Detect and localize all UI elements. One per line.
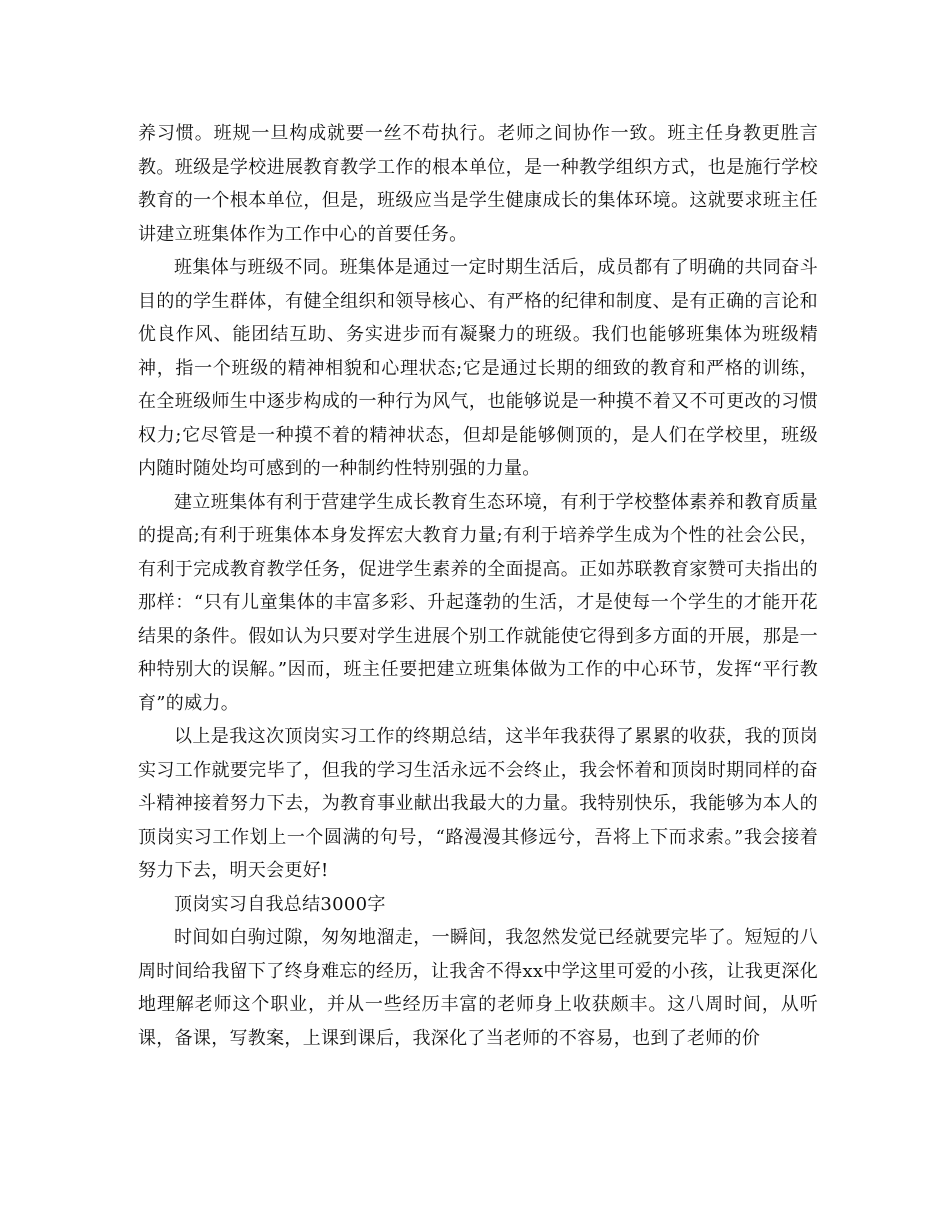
section-heading: 顶岗实习自我总结3000字	[174, 893, 386, 915]
paragraph-time-flies: 时间如白驹过隙，匆匆地溜走，一瞬间，我忽然发觉已经就要完毕了。短短的八周时间给我留下了终身难忘的经历，让我舍不得xx中学这里可爱的小孩，让我更深化地理解老师这个职业，并从一些经历丰富的老师身上收获颇丰。这八周时间，从听课，备课，写教案，上课到课后，我深化了当老师的不容易，也到了老师的价	[138, 927, 818, 1049]
document-body	[138, 117, 818, 1055]
paragraph-class-collective: 班集体与班级不同。班集体是通过一定时期生活后，成员都有了明确的共同奋斗目的的学生群体，有健全组织和领导核心、有严格的纪律和制度、是有正确的言论和优良作风、能团结互助、务实进步而有凝聚力的班级。我们也能够班集体为班级精神，指一个班级的精神相貌和心理状态;它是通过长期的细致的教育和严格的训练，在全班级师生中逐步构成的一种行为风气，也能够说是一种摸不着又不可更改的习惯权力;它尽管是一种摸不着的精神状态，但却是能够侧顶的，是人们在学校里，班级内随时随处均可感到的一种制约性特别强的力量。	[138, 257, 818, 479]
paragraph-building-collective: 建立班集体有利于营建学生成长教育生态环境，有利于学校整体素养和教育质量的提高;有利于班集体本身发挥宏大教育力量;有利于培养学生成为个性的社会公民，有利于完成教育教学任务，促进学生素养的全面提高。正如苏联教育家赞可夫指出的那样：“只有儿童集体的丰富多彩、升起蓬勃的生活，才是使每一个学生的才能开花结果的条件。假如认为只要对学生进展个别工作就能使它得到多方面的开展，那是一种特别大的误解。”因而，班主任要把建立班集体做为工作的中心环节，发挥“平行教育”的威力。	[138, 491, 818, 714]
paragraph-final-summary: 以上是我这次顶岗实习工作的终期总结，这半年我获得了累累的收获，我的顶岗实习工作就要完毕了，但我的学习生活永远不会终止，我会怀着和顶岗时期同样的奋斗精神接着努力下去，为教育事业献出我最大的力量。我特别快乐，我能够为本人的顶岗实习工作划上一个圆满的句号，“路漫漫其修远兮，吾将上下而求索。”我会接着努力下去，明天会更好!	[138, 726, 818, 881]
paragraph-class-rules: 养习惯。班规一旦构成就要一丝不苟执行。老师之间协作一致。班主任身教更胜言教。班级是学校进展教育教学工作的根本单位，是一种教学组织方式，也是施行学校教育的一个根本单位，但是，班级应当是学生健康成长的集体环境。这就要求班主任讲建立班集体作为工作中心的首要任务。	[138, 123, 818, 245]
